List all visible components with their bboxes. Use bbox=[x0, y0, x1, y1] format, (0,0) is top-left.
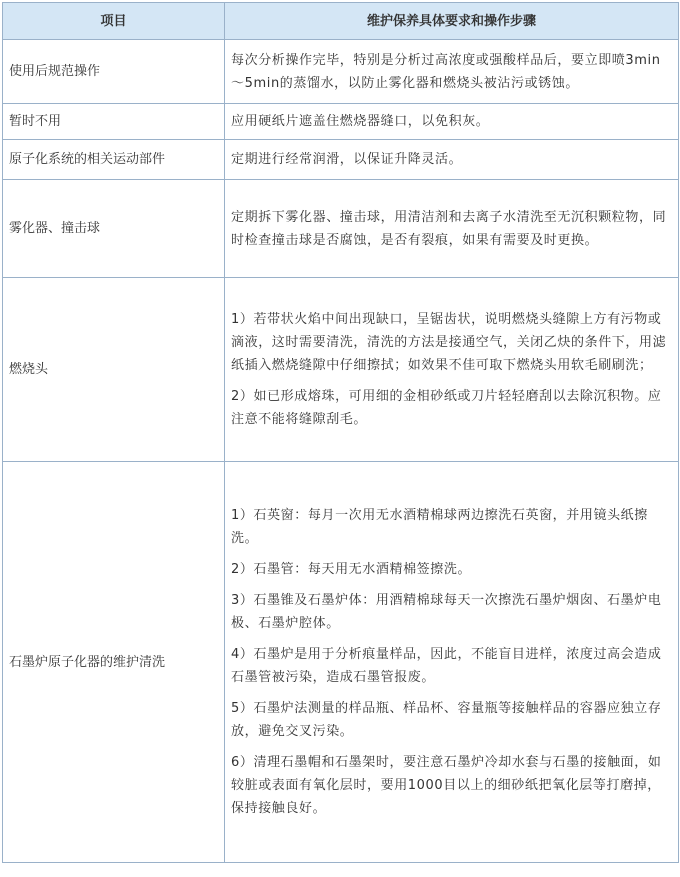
requirement-paragraph: 1）若带状火焰中间出现缺口，呈锯齿状，说明燃烧头缝隙上方有污物或滴液，这时需要清洗，清洗的方法是接通空气，关闭乙炔的条件下，用滤纸插入燃烧缝隙中仔细擦拭；如效果不佳可取下燃烧头用软毛刷刷洗； bbox=[231, 312, 667, 373]
item-cell: 暂时不用 bbox=[3, 104, 225, 140]
header-requirements: 维护保养具体要求和操作步骤 bbox=[225, 3, 679, 40]
table-row bbox=[3, 462, 679, 863]
requirement-paragraph: 5）石墨炉法测量的样品瓶、样品杯、容量瓶等接触样品的容器应独立存放，避免交叉污染。 bbox=[231, 701, 662, 739]
requirement-paragraph: 每次分析操作完毕，特别是分析过高浓度或强酸样品后，要立即喷3min～5min的蒸馏水，以防止雾化器和燃烧头被沾污或锈蚀。 bbox=[231, 52, 661, 91]
requirement-paragraph: 2）石墨管：每天用无水酒精棉签擦洗。 bbox=[231, 562, 472, 577]
requirement-cell bbox=[225, 278, 679, 462]
table-row bbox=[3, 278, 679, 462]
table-row bbox=[3, 140, 679, 180]
requirement-paragraph: 6）清理石墨帽和石墨架时，要注意石墨炉冷却水套与石墨的接触面，如较脏或表面有氧化层时，要用1000目以上的细砂纸把氧化层等打磨掉，保持接触良好。 bbox=[231, 755, 662, 816]
requirement-paragraph: 定期进行经常润滑，以保证升降灵活。 bbox=[231, 152, 463, 167]
requirement-paragraph: 应用硬纸片遮盖住燃烧器缝口，以免积灰。 bbox=[231, 114, 490, 129]
requirement-paragraph: 3）石墨锥及石墨炉体：用酒精棉球每天一次擦洗石墨炉烟囱、石墨炉电极、石墨炉腔体。 bbox=[231, 593, 662, 631]
table-row bbox=[3, 40, 679, 104]
header-item: 项目 bbox=[3, 3, 225, 40]
item-cell: 石墨炉原子化器的维护清洗 bbox=[3, 462, 225, 863]
requirement-cell bbox=[225, 462, 679, 863]
item-cell: 燃烧头 bbox=[3, 278, 225, 462]
item-cell: 雾化器、撞击球 bbox=[3, 180, 225, 278]
requirement-paragraph: 4）石墨炉是用于分析痕量样品，因此，不能盲目进样，浓度过高会造成石墨管被污染，造成石墨管报废。 bbox=[231, 647, 662, 685]
requirement-cell bbox=[225, 140, 679, 180]
table-header-row bbox=[3, 3, 679, 40]
requirement-cell bbox=[225, 180, 679, 278]
requirement-paragraph: 1）石英窗：每月一次用无水酒精棉球两边擦洗石英窗，并用镜头纸擦洗。 bbox=[231, 508, 648, 546]
maintenance-table bbox=[2, 2, 679, 863]
requirement-cell bbox=[225, 40, 679, 104]
item-cell: 原子化系统的相关运动部件 bbox=[3, 140, 225, 180]
requirement-paragraph: 2）如已形成熔珠，可用细的金相砂纸或刀片轻轻磨刮以去除沉积物。应注意不能将缝隙刮毛。 bbox=[231, 389, 662, 427]
item-cell: 使用后规范操作 bbox=[3, 40, 225, 104]
table-row bbox=[3, 180, 679, 278]
table-row bbox=[3, 104, 679, 140]
requirement-cell bbox=[225, 104, 679, 140]
requirement-paragraph: 定期拆下雾化器、撞击球，用清洁剂和去离子水清洗至无沉积颗粒物，同时检查撞击球是否腐蚀，是否有裂痕，如果有需要及时更换。 bbox=[231, 209, 667, 248]
